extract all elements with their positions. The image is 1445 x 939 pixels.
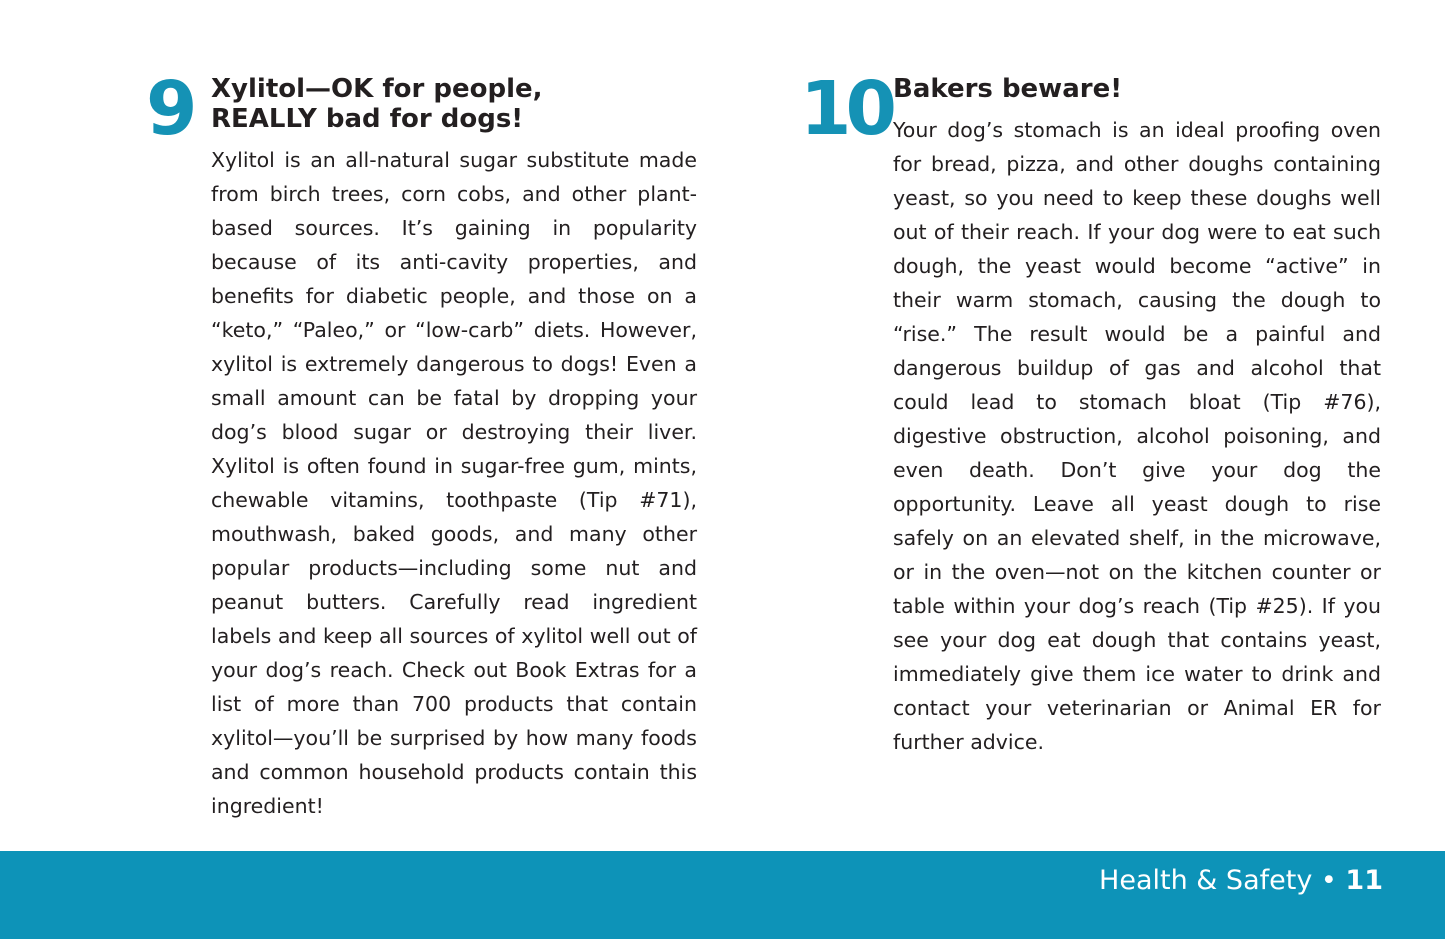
- tip-body: Your dog’s stomach is an ideal proofing oven for bread, pizza, and other doughs containing yeast, so you need to keep these doughs well out of their reach. If your dog were to eat such dough, the yeast would become “active” in their warm stomach, causing the dough to “rise.” The result would be a painful and dangerous buildup of gas and alcohol that could lead to stomach bloat (Tip #76), digestive obstruction, alcohol poisoning, and even death. Don’t give your dog the opportunity. Leave all yeast dough to rise safely on an elevated shelf, in the microwave, or in the oven—not on the kitchen counter or table within your dog’s reach (Tip #25). If you see your dog eat dough that contains yeast, immediately give them ice water to drink and contact your veterinarian or Animal ER for further advice.: [893, 118, 1381, 754]
- tip-title-line: Bakers beware!: [893, 74, 1123, 104]
- running-footer: [1099, 863, 1383, 899]
- tip-number: 10: [800, 66, 891, 152]
- tip-number: 9: [146, 66, 192, 152]
- section-name: Health & Safety: [1099, 865, 1313, 896]
- tip-title: [211, 74, 711, 134]
- footer-separator: •: [1320, 865, 1337, 896]
- tip-title-line: Xylitol—OK for people,: [211, 74, 543, 104]
- tip-title: [893, 74, 1383, 104]
- tip-body: Xylitol is an all-natural sugar substitute made from birch trees, corn cobs, and other plant-based sources. It’s gaining in popularity because of its anti-cavity properties, and benefits for diabetic people, and those on a “keto,” “Paleo,” or “low-carb” diets. However, xylitol is extremely dangerous to dogs! Even a small amount can be fatal by dropping your dog’s blood sugar or destroying their liver. Xylitol is often found in sugar-free gum, mints, chewable vitamins, toothpaste (Tip #71), mouthwash, baked goods, and many other popular products—including some nut and peanut butters. Carefully read ingredient labels and keep all sources of xylitol well out of your dog’s reach. Check out Book Extras for a list of more than 700 products that contain xylitol—you’ll be surprised by how many foods and common household products contain this ingredient!: [211, 148, 697, 818]
- tip-title-line: REALLY bad for dogs!: [211, 104, 524, 134]
- page-number: 11: [1345, 865, 1383, 896]
- footer-band: [0, 851, 1445, 939]
